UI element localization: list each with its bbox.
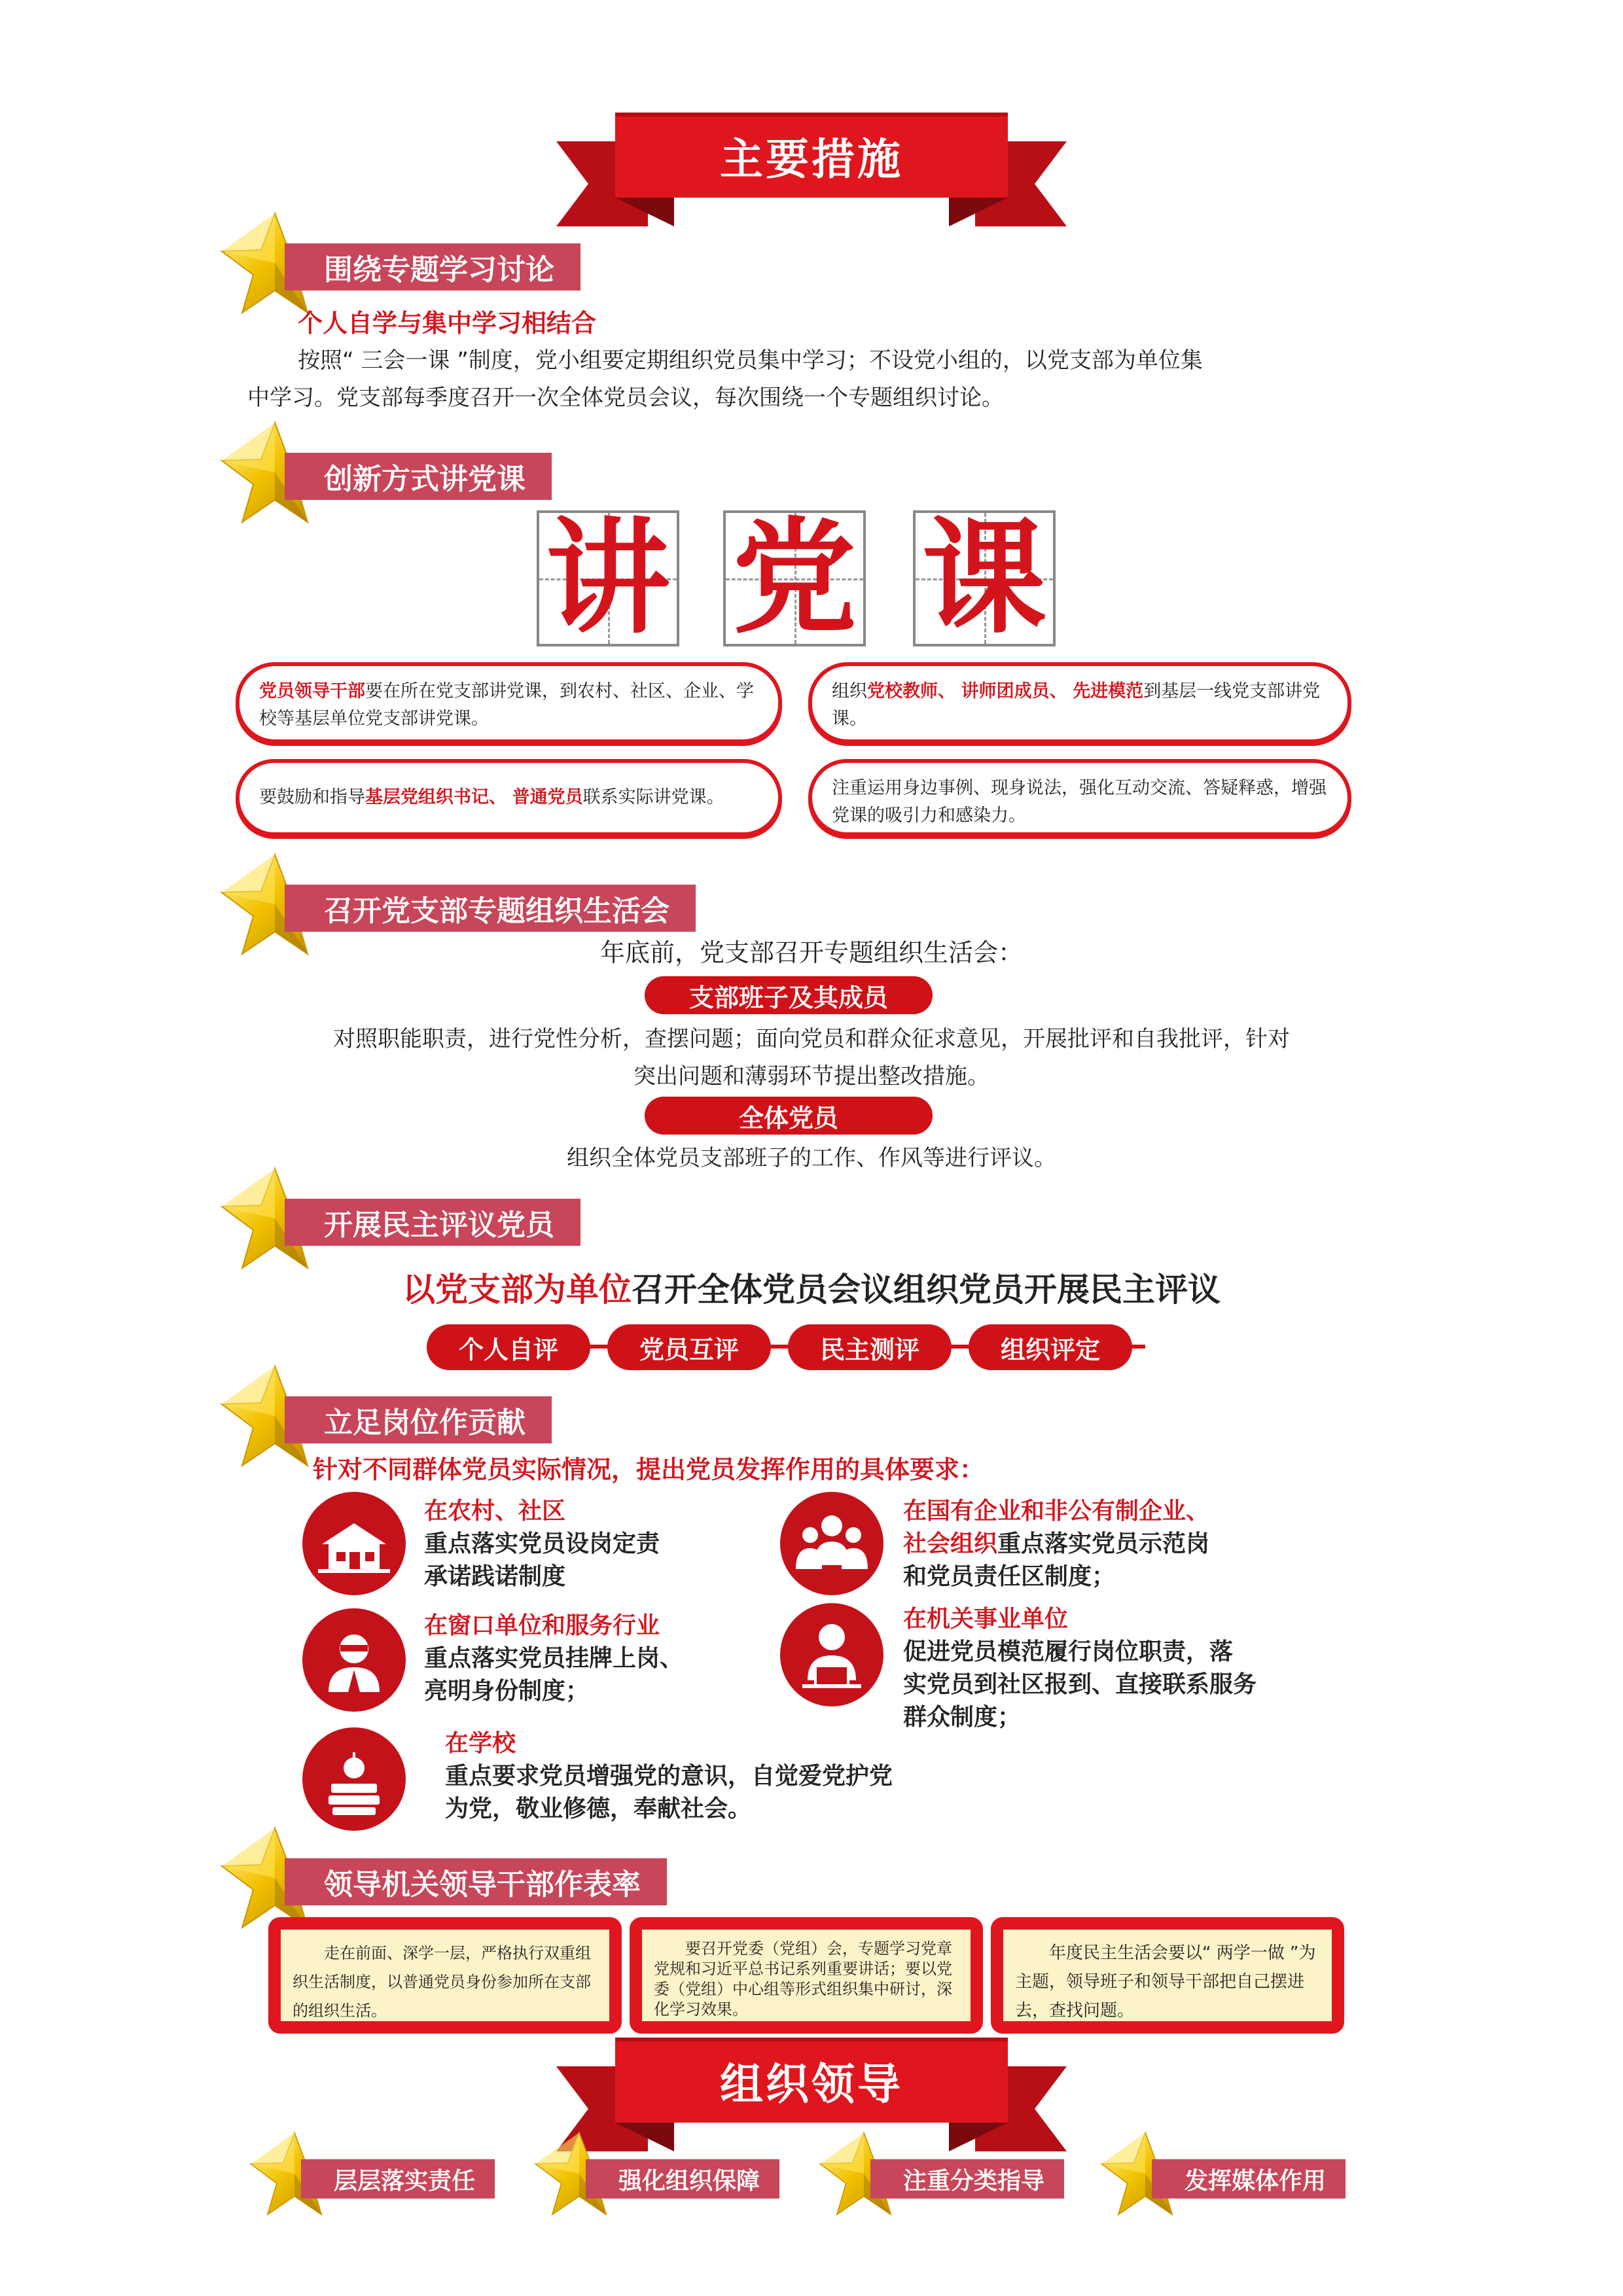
- char-dang: 党: [732, 506, 857, 650]
- banner-top: [556, 113, 1067, 230]
- study-text-line1: 按照“ 三会一课 ”制度，党小组要定期组织党员集中学习；不设党小组的，以党支部为单位集: [298, 347, 1203, 374]
- section-title: 召开党支部专题组织生活会: [285, 885, 696, 932]
- contribution-item-service: 在窗口单位和服务行业 重点落实党员挂牌上岗、 亮明身份制度；: [424, 1612, 684, 1704]
- pill-all-members: 全体党员: [645, 1097, 933, 1135]
- lecture-pill-methods: 注重运用身边事例、现身说法，强化互动交流、答疑释惑，增强党课的吸引力和感染力。: [808, 759, 1351, 836]
- char-box-dang: [723, 506, 866, 650]
- section-title: 立足岗位作贡献: [285, 1396, 552, 1443]
- life-text-1a: 对照职能职责，进行党性分析，查摆问题；面向党员和群众征求意见，开展批评和自我批评，针对: [333, 1026, 1290, 1052]
- char-box-ke: [913, 506, 1056, 650]
- step-democratic-test: 民主测评: [788, 1324, 952, 1370]
- banner-bottom-title: 组织领导: [615, 2038, 1008, 2123]
- leadership-box-3: 年度民主生活会要以“ 两学一做 ”为主题，领导班子和领导干部把自己摆进去，查找问题。: [991, 1917, 1344, 2034]
- contribution-item-school: 在学校 重点要求党员增强党的意识，自觉爱党护党 为党，敬业修德，奉献社会。: [445, 1730, 893, 1822]
- office-worker-icon: [780, 1603, 883, 1706]
- evaluation-headline: 以党支部为单位召开全体党员会议组织党员开展民主评议: [402, 1271, 1221, 1309]
- char-ke: 课: [921, 506, 1046, 650]
- step-self-eval: 个人自评: [427, 1324, 590, 1370]
- step-peer-eval: 党员互评: [607, 1324, 771, 1370]
- study-subtitle: 个人自学与集中学习相结合: [298, 309, 597, 338]
- lecture-pill-leaders: 党员领导干部要在所在党支部讲党课，到农村、社区、企业、学校等基层单位党支部讲党课。: [236, 662, 782, 743]
- house-icon: [302, 1492, 406, 1595]
- banner-top-title: 主要措施: [615, 113, 1008, 198]
- contribution-item-enterprise: 在国有企业和非公有制企业、 社会组织重点落实党员示范岗 和党员责任区制度；: [903, 1498, 1210, 1590]
- banner-bottom: [556, 2038, 1067, 2155]
- section-title: 创新方式讲党课: [285, 453, 552, 500]
- char-box-jiang: [537, 506, 679, 650]
- leadership-box-1: 走在前面、深学一层，严格执行双重组织生活制度，以普通党员身份参加所在支部的组织生活。: [268, 1917, 622, 2034]
- contribution-item-institution: 在机关事业单位 促进党员模范履行岗位职责，落 实党员到社区报到、直接联系服务 群众制度；: [903, 1606, 1257, 1731]
- contribution-item-rural: 在农村、社区 重点落实党员设岗定责 承诺践诺制度: [424, 1498, 660, 1590]
- pill-branch-team: 支部班子及其成员: [645, 976, 933, 1014]
- study-text-line2: 中学习。党支部每季度召开一次全体党员会议，每次围绕一个专题组织讨论。: [247, 385, 1004, 411]
- books-apple-icon: [302, 1727, 406, 1831]
- lecture-pill-teachers: 组织党校教师、 讲师团成员、 先进模范到基层一线党支部讲党课。: [808, 662, 1351, 743]
- lecture-pill-secretaries: 要鼓励和指导基层党组织书记、 普通党员联系实际讲党课。: [236, 759, 782, 836]
- contribution-intro: 针对不同群体党员实际情况，提出党员发挥作用的具体要求：: [313, 1455, 985, 1484]
- section-title: 领导机关领导干部作表率: [285, 1858, 667, 1905]
- life-intro: 年底前，党支部召开专题组织生活会：: [599, 938, 1023, 967]
- step-org-assess: 组织评定: [969, 1324, 1132, 1370]
- group-icon: [780, 1492, 883, 1595]
- life-text-2: 组织全体党员支部班子的工作、作风等进行评议。: [567, 1145, 1056, 1171]
- char-jiang: 讲: [545, 506, 670, 650]
- service-person-icon: [302, 1608, 406, 1712]
- section-title: 围绕专题学习讨论: [285, 243, 580, 291]
- section-title: 开展民主评议党员: [285, 1199, 580, 1246]
- leadership-box-2: 要召开党委（党组）会，专题学习党章党规和习近平总书记系列重要讲话；要以党委（党组）中心组等形式组织集中研讨，深化学习效果。: [630, 1917, 983, 2034]
- life-text-1b: 突出问题和薄弱环节提出整改措施。: [633, 1063, 990, 1089]
